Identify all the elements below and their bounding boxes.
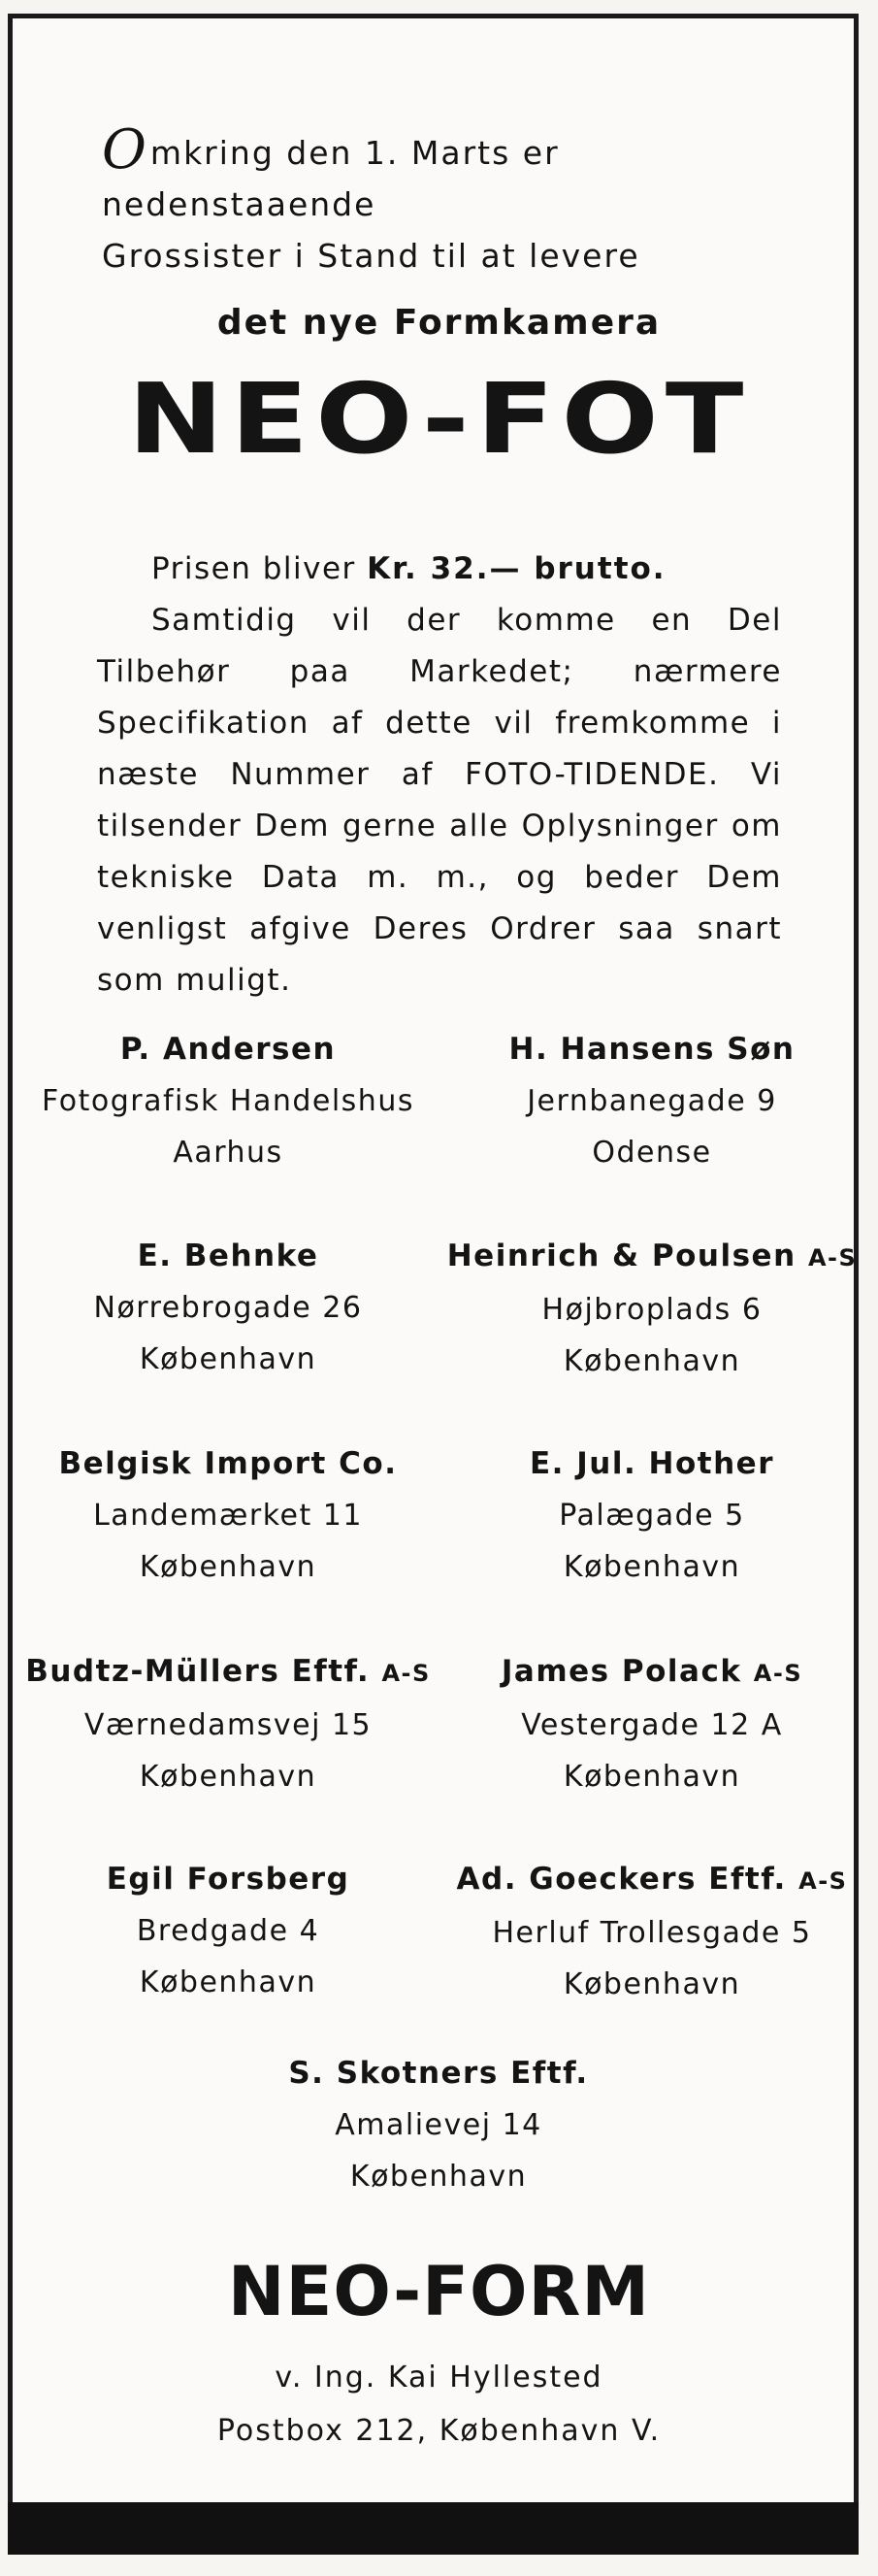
- dealer-address: Landemærket 11: [93, 1499, 363, 1533]
- dealer-name: [15, 1024, 441, 1075]
- dealer-address: Vestergade 12 A: [521, 1708, 783, 1742]
- dealer-city: København: [139, 1550, 317, 1584]
- dealer-city: Odense: [592, 1136, 712, 1170]
- dealer-city: København: [563, 1967, 741, 2001]
- dealer-address: Værnedamsvej 15: [83, 1708, 373, 1742]
- dealer-block: [15, 1646, 441, 1802]
- bottom-black-bar: [8, 2502, 859, 2555]
- dealer-city: København: [349, 2160, 528, 2194]
- dealer-name: [439, 1231, 865, 1284]
- dealer-name: [439, 1024, 865, 1075]
- company-address: Postbox 212, København V.: [216, 2414, 662, 2448]
- intro-line-1-text: mkring den 1. Marts er nedenstaaende: [102, 134, 560, 223]
- dealer-name: [15, 1438, 441, 1490]
- intro-line-2: Grossister i Stand til at levere: [102, 237, 640, 275]
- dealer-name-text: E. Jul. Hother: [530, 1446, 774, 1481]
- dealer-address: Jernbanegade 9: [527, 1084, 777, 1118]
- dealer-city: København: [139, 1965, 317, 1999]
- dealer-city: København: [563, 1760, 741, 1794]
- dealer-name-text: E. Behnke: [137, 1238, 319, 1273]
- dealer-city: København: [563, 1344, 741, 1378]
- dealer-name-text: Heinrich & Poulsen: [446, 1238, 797, 1273]
- dealer-city: København: [563, 1550, 741, 1584]
- product-name-heading: NEO-FOT: [127, 362, 751, 476]
- dealer-name-text: Egil Forsberg: [106, 1862, 350, 1897]
- dealer-city: Aarhus: [173, 1136, 283, 1170]
- dealer-address: Amalievej 14: [335, 2108, 542, 2142]
- dealer-city: København: [139, 1760, 317, 1794]
- intro-line-1: [102, 118, 781, 230]
- sub-heading: det nye Formkamera: [216, 303, 662, 343]
- dealer-suffix: A-S: [798, 1867, 848, 1895]
- body-paragraph: Samtidig vil der komme en Del Tilbehør paa Markedet; nærmere Specifikation af dette vil fremkomme i næste Nummer af FOTO-TIDENDE. Vi tilsender Dem gerne alle Oplysninger om tekniske Data m. m., og beder Dem venligst afgive Deres Ordrer saa snart som muligt.: [97, 603, 782, 998]
- dealer-address: Palægade 5: [559, 1499, 745, 1533]
- dealer-name-text: S. Skotners Eftf.: [288, 2056, 589, 2091]
- dealer-suffix: A-S: [381, 1660, 431, 1687]
- dealer-city: København: [139, 1342, 317, 1376]
- dealer-block: [15, 1231, 441, 1385]
- dealer-name: [15, 1231, 441, 1282]
- dealer-block: [439, 1438, 865, 1593]
- dealer-suffix: A-S: [753, 1660, 803, 1687]
- company-name: NEO-FORM: [227, 2252, 651, 2331]
- dealer-name-text: P. Andersen: [119, 1032, 337, 1067]
- dealer-name: [439, 1854, 865, 1907]
- dealer-name-text: Ad. Goeckers Eftf.: [456, 1862, 787, 1897]
- dealer-name: [225, 2048, 652, 2099]
- dealer-suffix: A-S: [807, 1244, 858, 1271]
- dealer-block: [439, 1854, 865, 2010]
- dealer-name: [439, 1646, 865, 1700]
- dealer-address: Nørrebrogade 26: [93, 1291, 363, 1325]
- intro-initial-letter: O: [102, 118, 146, 182]
- body-text: [97, 544, 782, 1007]
- dealer-block: [439, 1646, 865, 1802]
- dealer-address: Fotografisk Handelshus: [42, 1084, 414, 1118]
- dealer-block: [15, 1024, 441, 1178]
- dealer-name: [15, 1854, 441, 1905]
- dealer-name-text: H. Hansens Søn: [508, 1032, 796, 1067]
- dealer-name-text: Budtz-Müllers Eftf.: [25, 1654, 371, 1689]
- dealer-name-text: Belgisk Import Co.: [58, 1446, 398, 1481]
- dealer-block: [439, 1024, 865, 1178]
- dealer-address: Højbroplads 6: [541, 1293, 763, 1327]
- dealer-block: [15, 1438, 441, 1593]
- dealer-address: Bredgade 4: [136, 1914, 320, 1948]
- dealer-address: Herluf Trollesgade 5: [492, 1916, 812, 1950]
- price-prefix: Prisen bliver: [151, 551, 368, 586]
- dealer-name: [439, 1438, 865, 1490]
- company-owner: v. Ing. Kai Hyllested: [275, 2361, 603, 2394]
- dealer-name: [15, 1646, 441, 1700]
- price-line: [97, 544, 782, 595]
- dealer-name-text: James Polack: [501, 1654, 742, 1689]
- dealer-block: [225, 2048, 652, 2202]
- dealer-block: [439, 1231, 865, 1387]
- intro-text: [102, 118, 781, 281]
- dealer-block: [15, 1854, 441, 2008]
- price-value: Kr. 32.— brutto.: [367, 551, 667, 586]
